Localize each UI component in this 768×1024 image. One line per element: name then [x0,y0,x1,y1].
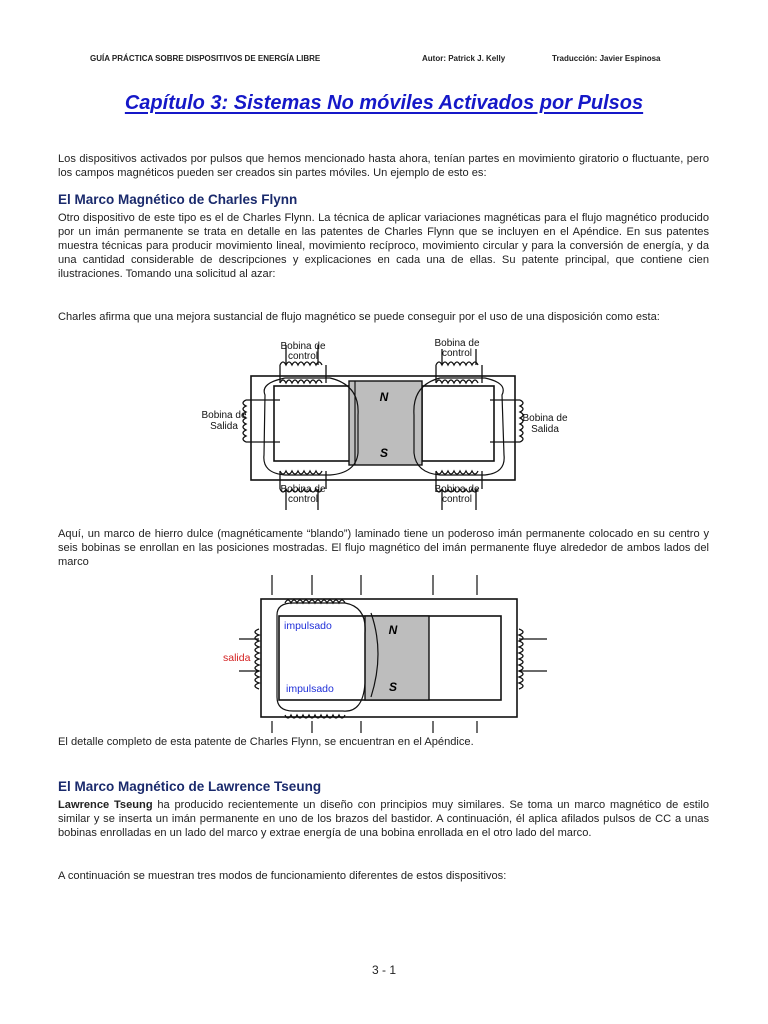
fig1-label-bottom-right-1: Bobina de [434,484,480,495]
fig1-label-top-left-2: control [287,351,319,362]
fig1-label-top-right-2: control [441,348,473,359]
flynn-paragraph-4: El detalle completo de esta patente de Charles Flynn, se encuentran en el Apéndice. [58,736,474,748]
fig1-label-top-left-1: Bobina de [280,341,326,352]
page-number: 3 - 1 [371,963,396,977]
fig2-label-impulsado-top: impulsado [284,620,332,632]
tseung-lead-name: Lawrence Tseung [58,799,153,811]
page-header [0,54,768,68]
fig1-pole-s: S [379,446,389,460]
fig1-label-right-2: Salida [531,424,559,435]
fig1-label-bottom-left-2: control [287,494,319,505]
fig1-label-right-1: Bobina de [522,413,568,424]
flynn-frame-diagram [190,335,580,510]
fig2-pole-n: N [388,623,398,637]
tseung-paragraph-1 [58,798,709,840]
header-author: Autor: Patrick J. Kelly [422,54,506,63]
fig1-label-left-1: Bobina de [201,410,247,421]
flynn-paragraph-1: Otro dispositivo de este tipo es el de Charles Flynn. La técnica de aplicar variaciones magnéticas para el flujo magnético producido por un imán permanente se trata en detalle en las patentes de Charles Flynn que se incluyen en el Apéndice. En sus patentes muestra técnicas para producir movimiento lineal, movimiento recíproco, movimiento circular y para la conversión de energía, y da una cantidad considerable de descripciones y explicaciones en cada una de ellas. Su patente principal, que contiene cien ilustraciones. Tomando una solicitud al azar: [58,212,709,280]
flynn-pulse-diagram [215,573,555,733]
tseung-paragraph-2: A continuación se muestran tres modos de funcionamiento diferentes de estos dispositivos: [58,870,507,882]
tseung-paragraph-1-text: ha producido recientemente un diseño con principios muy similares. Se toma un marco magnético de estilo similar y se inserta un imán permanente en uno de los brazos del bastidor. A continuación, él aplica afilados pulsos de CC a unas bobinas enrolladas en un lado del marco y extrae energía de una bobina enrollada en el otro lado del marco. [58,799,709,839]
section-heading-flynn: El Marco Magnético de Charles Flynn [58,192,298,207]
fig2-label-impulsado-bottom: impulsado [286,683,334,695]
fig1-label-bottom-right-2: control [441,494,473,505]
chapter-title: Capítulo 3: Sistemas No móviles Activados por Pulsos [124,92,644,114]
fig2-pole-s: S [388,680,398,694]
intro-paragraph: Los dispositivos activados por pulsos que hemos mencionado hasta ahora, tenían partes en movimiento giratorio o fluctuante, pero los campos magnéticos pueden ser creados sin partes móviles. Un ejemplo de esto es: [58,153,709,179]
header-doc-title: GUÍA PRÁCTICA SOBRE DISPOSITIVOS DE ENERGÍA LIBRE [90,54,321,63]
fig1-pole-n: N [379,390,389,404]
header-translation: Traducción: Javier Espinosa [552,54,661,63]
fig2-label-salida: salida [223,652,251,664]
fig1-label-bottom-left-1: Bobina de [280,484,326,495]
fig1-label-left-2: Salida [210,421,238,432]
flynn-paragraph-2: Charles afirma que una mejora sustancial de flujo magnético se puede conseguir por el uso de una disposición como esta: [58,311,660,323]
flynn-paragraph-3: Aquí, un marco de hierro dulce (magnéticamente “blando”) laminado tiene un poderoso imán permanente colocado en su centro y seis bobinas se enrollan en las posiciones mostradas. El flujo magnético del imán permanente fluye alrededor de ambos lados del marco [58,528,709,568]
fig1-label-top-right-1: Bobina de [434,338,480,349]
section-heading-tseung: El Marco Magnético de Lawrence Tseung [58,779,322,794]
